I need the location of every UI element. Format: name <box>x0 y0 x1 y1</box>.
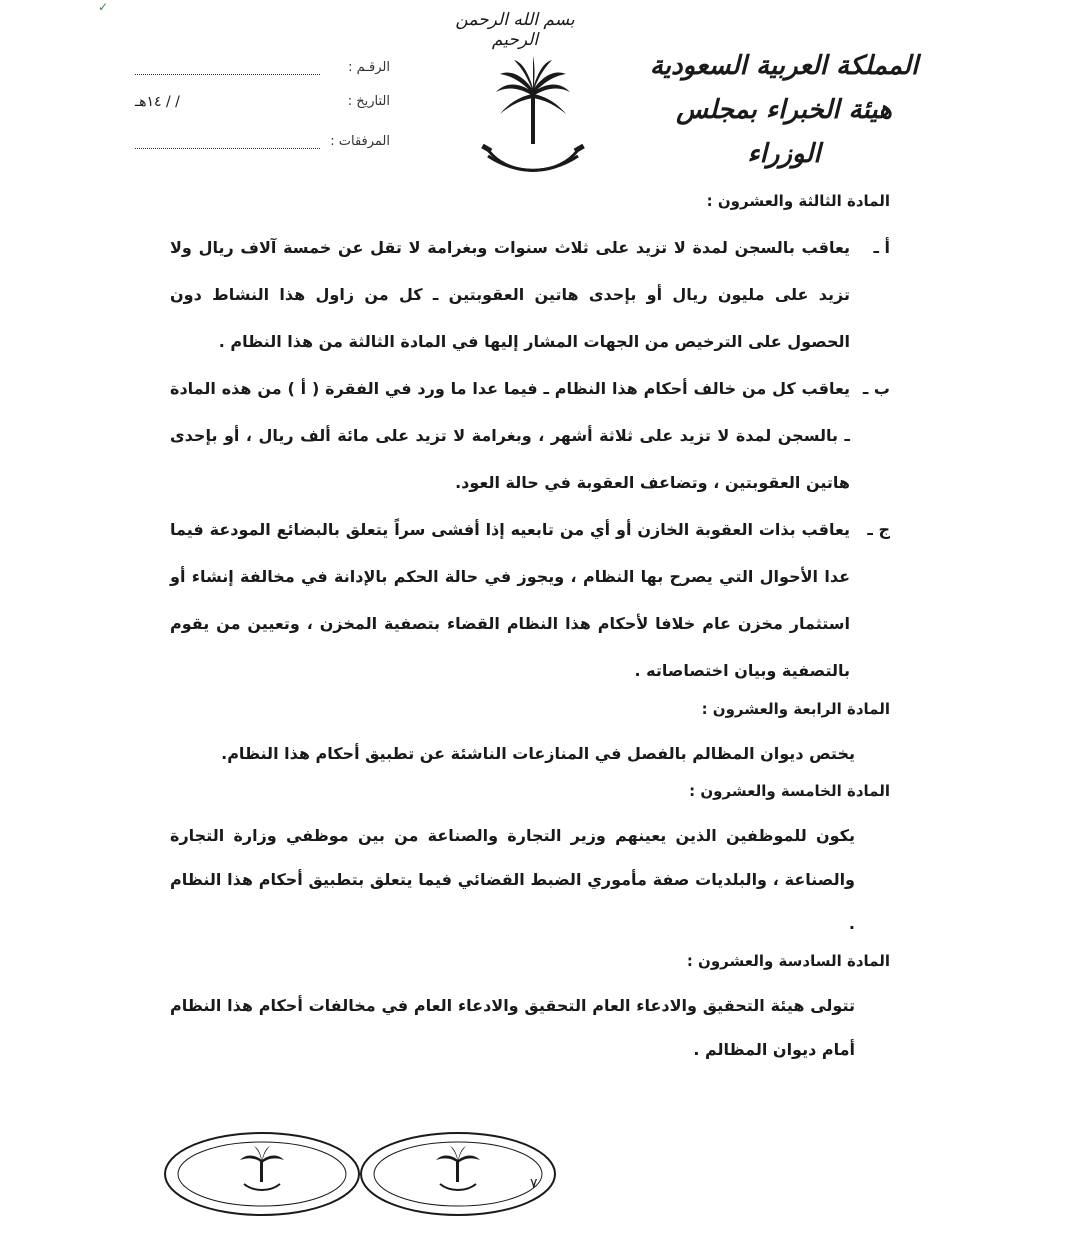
document-body <box>170 186 890 1072</box>
attachments-line <box>135 148 320 149</box>
corner-mark: ✓ <box>98 0 109 14</box>
attachments-field <box>135 134 390 164</box>
bismillah: بسم الله الرحمن الرحيم <box>455 10 575 50</box>
authority-name: هيئة الخبراء بمجلس الوزراء <box>676 95 892 169</box>
article-26-title: المادة السادسة والعشرون : <box>686 952 890 970</box>
attachments-label: المرفقات : <box>330 134 390 149</box>
article-23-item-a <box>170 224 890 365</box>
date-label: التاريخ : <box>347 94 390 109</box>
article-25-title: المادة الخامسة والعشرون : <box>689 782 890 800</box>
article-23-title: المادة الثالثة والعشرون : <box>706 192 890 210</box>
date-field <box>135 94 390 124</box>
palm-swords-emblem-icon <box>478 52 588 182</box>
letterhead <box>644 44 924 176</box>
item-mark: أ ـ <box>873 238 890 257</box>
item-text: يعاقب بالسجن لمدة لا تزيد على ثلاث سنوات وبغرامة لا تقل عن خمسة آلاف ريال ولا تزيد على مليون ريال أو بإحدى هاتين العقوبتين ـ كل من زاول هذا النشاط دون الحصول على الترخيص من الجهات المشار إليها في المادة الثالثة من هذا النظام . <box>170 238 850 351</box>
article-25-body: يكون للموظفين الذين يعينهم وزير التجارة والصناعة من بين موظفي وزارة التجارة والصناعة ، والبلديات صفة مأموري الضبط القضائي فيما يتعلق بتطبيق أحكام هذا النظام . <box>170 826 855 933</box>
item-text: يعاقب بذات العقوبة الخازن أو أي من تابعيه إذا أفشى سراً يتعلق بالبضائع المودعة فيما عدا الأحوال التي يصرح بها النظام ، ويجوز في حالة الحكم بالإدانة في مخالفة إنشاء أو استثمار مخزن عام خلافا لأحكام هذا النظام القضاء بتصفية المخزن ، وتعيين من يقوم بالتصفية وبيان اختصاصاته . <box>170 520 850 680</box>
official-seal-left-icon <box>162 1130 362 1218</box>
article-24-title: المادة الرابعة والعشرون : <box>701 700 890 718</box>
ref-field <box>135 60 390 90</box>
article-23-item-b <box>170 365 890 506</box>
page-number: ٧ <box>530 1176 538 1192</box>
ref-line <box>135 74 320 75</box>
item-mark: ب ـ <box>862 379 890 398</box>
official-seal-right-icon <box>358 1130 558 1218</box>
item-mark: ج ـ <box>867 520 890 539</box>
item-text: يعاقب كل من خالف أحكام هذا النظام ـ فيما عدا ما ورد في الفقرة ( أ ) من هذه المادة ـ بالسجن لمدة لا تزيد على ثلاثة أشهر ، وبغرامة لا تزيد على مائة ألف ريال ، أو بإحدى هاتين العقوبتين ، وتضاعف العقوبة في حالة العود. <box>170 379 850 492</box>
kingdom-name: المملكة العربية السعودية <box>649 51 919 81</box>
article-26-body: تتولى هيئة التحقيق والادعاء العام التحقيق والادعاء العام في مخالفات أحكام هذا النظام أمام ديوان المظالم . <box>170 996 855 1059</box>
ref-label: الرقـم : <box>348 60 390 75</box>
article-24-body: يختص ديوان المظالم بالفصل في المنازعات الناشئة عن تطبيق أحكام هذا النظام. <box>221 744 855 763</box>
article-23-item-c <box>170 506 890 694</box>
date-value: / / ١٤هـ <box>135 94 180 110</box>
